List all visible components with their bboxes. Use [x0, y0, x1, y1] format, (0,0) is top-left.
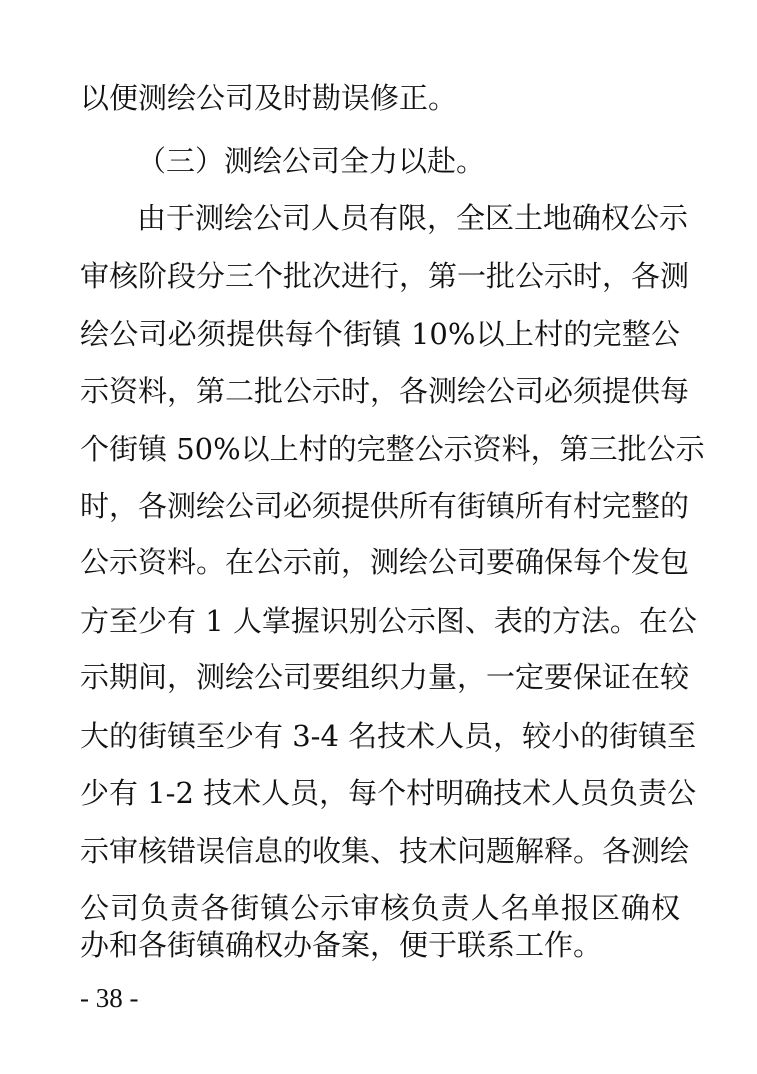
- text-line: 时，各测绘公司必须提供所有街镇所有村完整的: [80, 489, 690, 523]
- text-line: 大的街镇至少有 3-4 名技术人员，较小的街镇至: [80, 719, 697, 753]
- text-line: 少有 1-2 技术人员，每个村明确技术人员负责公: [80, 776, 697, 810]
- text-line: 示资料，第二批公示时，各测绘公司必须提供每: [80, 374, 690, 408]
- text-line: 示审核错误信息的收集、技术问题解释。各测绘: [80, 834, 690, 868]
- text-line: 公司负责各街镇公示审核负责人名单报区确权: [80, 891, 680, 925]
- section-heading: （三）测绘公司全力以赴。: [137, 144, 486, 178]
- text-line: 绘公司必须提供每个街镇 10%以上村的完整公: [80, 317, 680, 351]
- text-line: 方至少有 1 人掌握识别公示图、表的方法。在公: [80, 604, 697, 638]
- paragraph-last-line: 办和各街镇确权办备案，便于联系工作。: [80, 928, 603, 962]
- text-line: 示期间，测绘公司要组织力量，一定要保证在较: [80, 660, 690, 694]
- text-line: 以便测绘公司及时勘误修正。: [80, 81, 458, 115]
- text-line: 个街镇 50%以上村的完整公示资料，第三批公示: [80, 432, 705, 466]
- text-line: 公示资料。在公示前，测绘公司要确保每个发包: [80, 545, 690, 579]
- paragraph-first-line: 由于测绘公司人员有限，全区土地确权公示: [137, 201, 689, 235]
- page-number: - 38 -: [80, 983, 139, 1013]
- text-line: 审核阶段分三个批次进行，第一批公示时，各测: [80, 259, 690, 293]
